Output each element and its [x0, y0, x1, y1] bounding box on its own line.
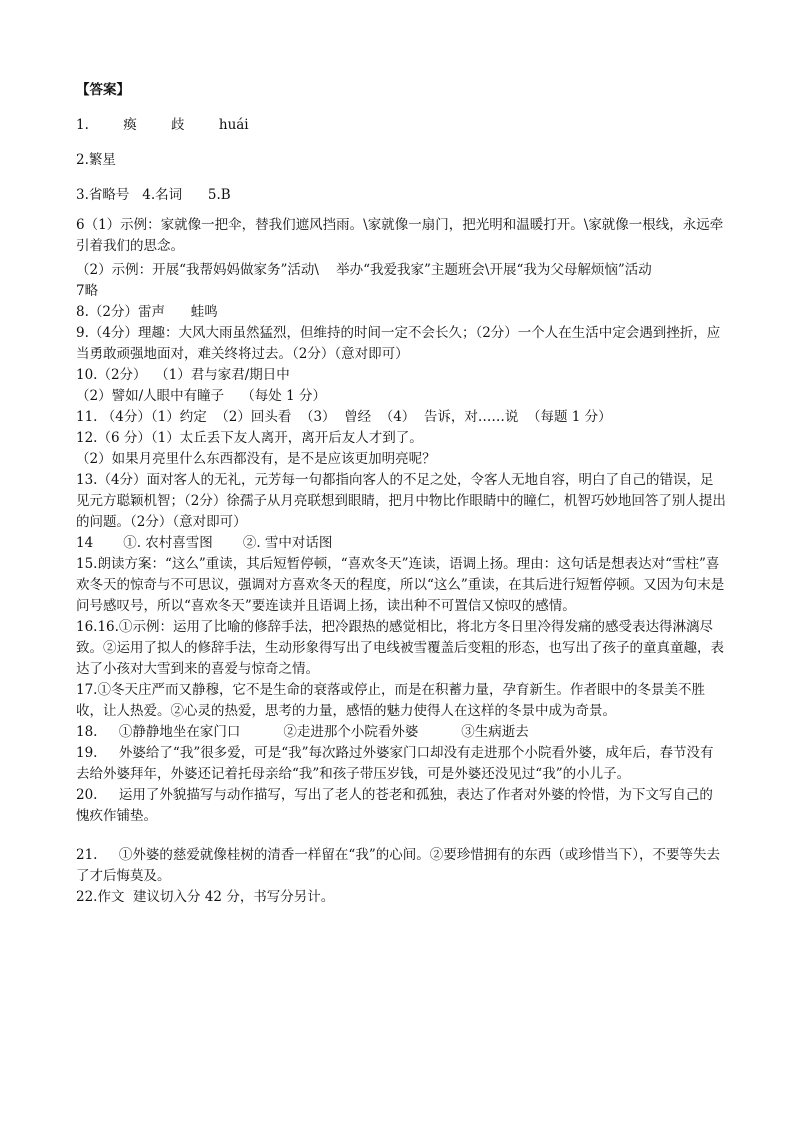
answer-10-1: 10.（2分） （1）君与家君/期日中 [76, 367, 290, 383]
answer-heading: 【答案】 [76, 82, 130, 98]
answer-22: 22.作文 建议切入分 42 分，书写分另计。 [76, 889, 335, 905]
answer-1: 1. 瘓 歧 huái [76, 117, 249, 133]
answer-16: 16.16.①示例：运用了比喻的修辞手法，把冷跟热的感觉相比，将北方冬日里冷得发痛的感受表达得淋漓尽致。②运用了拟人的修辞手法，生动形象得写出了电线被雪覆盖后变粗的形态，也写出了孩子的童真童趣，表达了小孩对大雪到来的喜爱与惊奇之情。 [76, 619, 724, 677]
answer-8: 8.（2分）雷声 蛙鸣 [76, 304, 218, 320]
answer-10-2: （2）譬如/人眼中有瞳子 （每处 1 分） [76, 388, 326, 404]
answer-7: 7略 [76, 283, 99, 299]
answer-21: 21. ①外婆的慈爱就像桂树的清香一样留在“我”的心间。②要珍惜拥有的东西（或珍惜当下），不要等失去了才后悔莫及。 [76, 847, 720, 884]
answer-3-5: 3.省略号 4.名词 5.B [76, 187, 231, 203]
answer-18: 18. ①静静地坐在家门口 ②走进那个小院看外婆 ③生病逝去 [76, 724, 529, 740]
answer-12-2: （2）如果月亮里什么东西都没有，是不是应该更加明亮呢？ [76, 451, 436, 467]
answer-6-1: 6（1）示例：家就像一把伞，替我们遮风挡雨。\家就像一扇门，把光明和温暖打开。\家就像一根线，永远牵引着我们的思念。 [76, 217, 724, 254]
answer-19: 19. 外婆给了“我”很多爱，可是“我”每次路过外婆家门口却没有走进那个小院看外婆，成年后，春节没有去给外婆拜年，外婆还记着托母亲给“我”和孩子带压岁钱，可是外婆还没见过“我”的小儿子。 [76, 745, 714, 782]
answer-2: 2.繁星 [76, 152, 116, 168]
answer-14: 14 ①. 农村喜雪图 ②. 雪中对话图 [76, 535, 333, 551]
answer-12-1: 12.（6 分）（1）太丘丢下友人离开，离开后友人才到了。 [76, 430, 423, 446]
answer-20: 20. 运用了外貌描写与动作描写，写出了老人的苍老和孤独，表达了作者对外婆的怜惜，为下文写自己的愧疚作铺垫。 [76, 787, 713, 824]
answer-11: 11. （4分）（1）约定 （2）回头看 （3） 曾经 （4） 告诉，对……说 （每题 1 分） [76, 409, 612, 425]
answer-13: 13.（4分）面对客人的无礼，元芳每一句都指向客人的不足之处，令客人无地自容，明白了自己的错误，足见元方聪颖机智；（2分）徐孺子从月亮联想到眼睛，把月中物比作眼睛中的瞳仁，机智巧妙地回答了别人提出的问题。（2分）（意对即可） [76, 472, 726, 530]
answer-17: 17.①冬天庄严而又静穆，它不是生命的衰落或停止，而是在积蓄力量，孕育新生。作者眼中的冬景美不胜收，让人热爱。②心灵的热爱，思考的力量，感悟的魅力使得人在这样的冬景中成为奇景。 [76, 682, 705, 719]
answer-sheet [76, 80, 726, 908]
answer-9: 9.（4分）理趣：大风大雨虽然猛烈，但维持的时间一定不会长久；（2分）一个人在生活中定会遇到挫折，应当勇敢顽强地面对，难关终将过去。（2分）（意对即可） [76, 325, 721, 362]
answer-15: 15.朗读方案：“这么”重读，其后短暂停顿，“喜欢冬天”连读，语调上扬。理由：这句话是想表达对“雪柱”喜欢冬天的惊奇与不可思议，强调对方喜欢冬天的程度，所以“这么”重读，在其后进行短暂停顿。又因为句末是问号感叹号，所以“喜欢冬天”要连读并且语调上扬，读出种不可置信又惊叹的感情。 [76, 556, 725, 614]
answer-6-2: （2）示例：开展“我帮妈妈做家务”活动\ 举办“我爱我家”主题班会\开展“我为父母解烦恼”活动 [76, 262, 652, 278]
